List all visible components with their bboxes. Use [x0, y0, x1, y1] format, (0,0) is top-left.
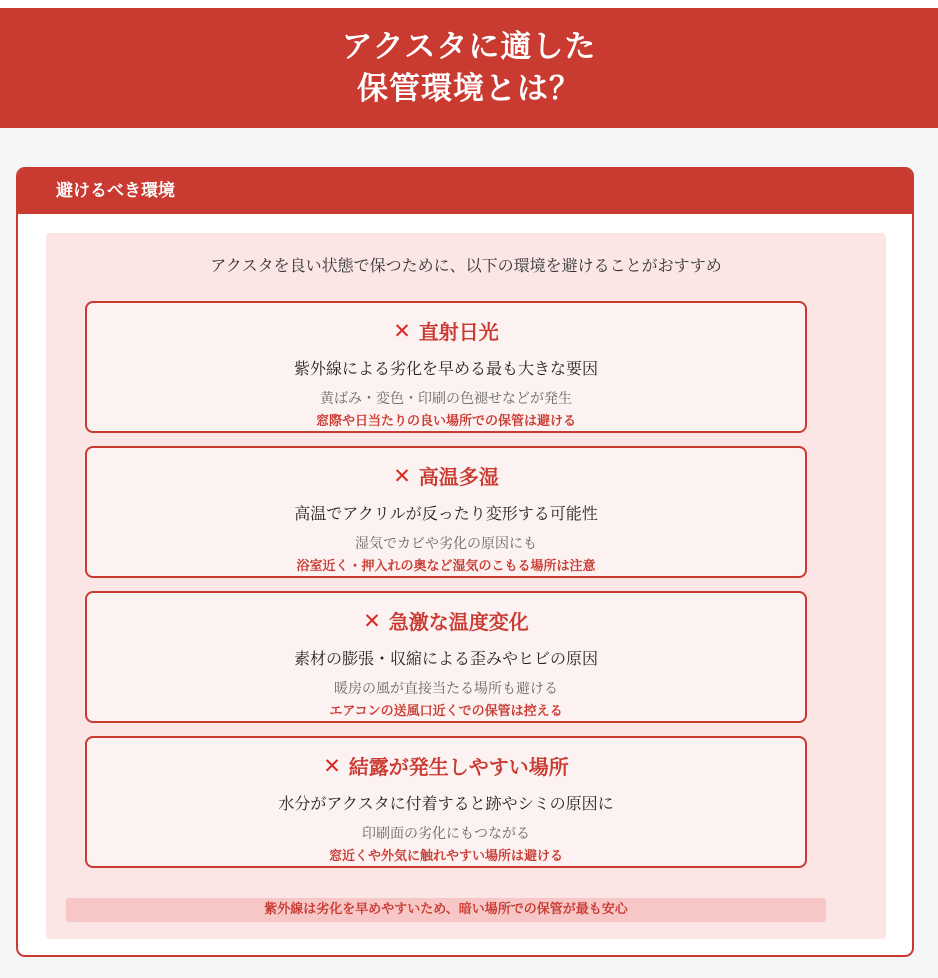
card-main-text: 素材の膨張・収縮による歪みやヒビの原因 — [293, 649, 598, 668]
card-warning-text: エアコンの送風口近くでの保管は控える — [329, 704, 563, 719]
card-temperature-change — [85, 591, 807, 723]
avoid-environments-panel — [16, 167, 914, 957]
card-warning-text: 窓際や日当たりの良い場所での保管は避ける — [315, 414, 576, 429]
card-high-humidity — [85, 446, 807, 578]
card-sub-text: 暖房の風が直接当たる場所も避ける — [334, 681, 558, 697]
page-title-line-1: アクスタに適した — [341, 29, 597, 65]
x-mark-icon: ✕ — [363, 608, 381, 633]
section-content — [46, 233, 886, 939]
page-title-line-2: 保管環境とは？ — [357, 71, 581, 107]
x-mark-icon: ✕ — [323, 753, 341, 778]
card-warning-text: 窓近くや外気に触れやすい場所は避ける — [328, 849, 563, 864]
card-main-text: 水分がアクスタに付着すると跡やシミの原因に — [278, 794, 614, 813]
intro-text: アクスタを良い状態で保つために、以下の環境を避けることがおすすめ — [210, 256, 722, 275]
card-main-text: 高温でアクリルが反ったり変形する可能性 — [294, 504, 598, 523]
card-sub-text: 印刷面の劣化にもつながる — [362, 826, 530, 842]
card-title-row — [87, 751, 805, 780]
summary-note: 紫外線は劣化を早めやすいため、暗い場所での保管が最も安心 — [66, 898, 826, 922]
section-header: 避けるべき環境 — [18, 169, 912, 214]
title-banner — [0, 8, 938, 128]
card-title: 高温多湿 — [418, 465, 499, 489]
card-title-row — [87, 316, 805, 345]
x-mark-icon: ✕ — [393, 463, 411, 488]
card-sub-text: 湿気でカビや劣化の原因にも — [355, 536, 537, 552]
card-title: 結露が発生しやすい場所 — [348, 755, 569, 779]
x-mark-icon: ✕ — [393, 318, 411, 343]
card-title: 急激な温度変化 — [388, 610, 529, 634]
top-strip — [0, 0, 938, 8]
card-title-row — [87, 461, 805, 490]
card-main-text: 紫外線による劣化を早める最も大きな要因 — [293, 359, 598, 378]
card-warning-text: 浴室近く・押入れの奥など湿気のこもる場所は注意 — [296, 559, 596, 574]
card-sub-text: 黄ばみ・変色・印刷の色褪せなどが発生 — [320, 391, 572, 407]
card-title: 直射日光 — [418, 320, 499, 344]
card-condensation — [85, 736, 807, 868]
card-title-row — [87, 606, 805, 635]
card-direct-sunlight — [85, 301, 807, 433]
